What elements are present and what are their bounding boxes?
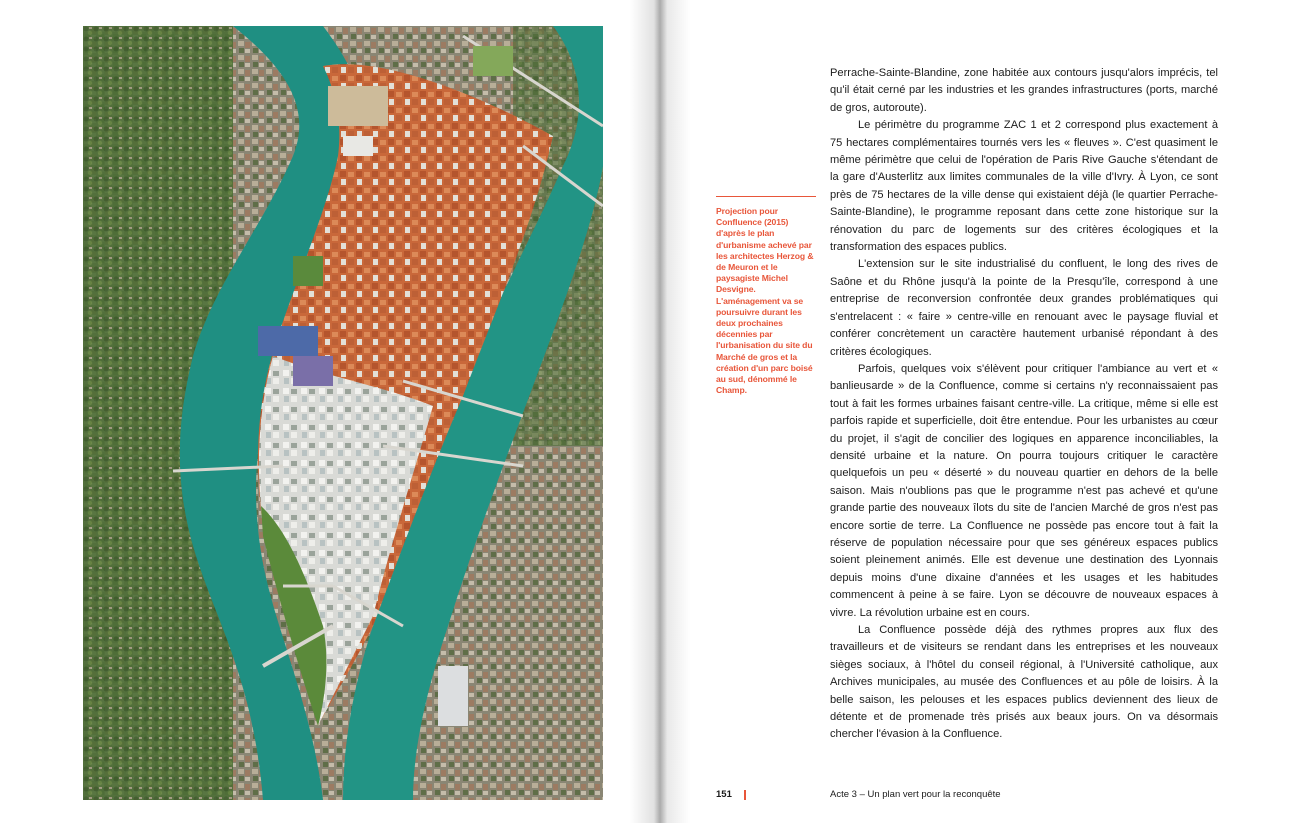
paragraph-4: Parfois, quelques voix s'élèvent pour critiquer l'ambiance au vert et « banlieusarde » de la Confluence, comme si certains n'y reconnaissaient pas tout à fait les formes urbaines faisant centre-ville. La critique, même si elle est parfois rapide et superficielle, doit être entendue. Pour les urbanistes au cœur du projet, il s'agit de concilier des logiques en apparence inconciliables, la densité urbaine et la nature. On pourra toujours critiquer le caractère quelquefois un peu « déserté » du nouveau quartier en dehors de la belle saison. Mais n'oublions pas que le programme n'est pas achevé et qu'une grande partie des nouveaux îlots du site de l'ancien Marché de gros n'est pas encore sortie de terre. La Confluence ne possède pas encore tout à fait la réserve de population nécessaire pour que ses généreux espaces publics soient pleinement animés. Elle est devenue une destination des Lyonnais depuis moins d'une dixaine d'années et les usages et les habitudes commencent à peine à se faire. Lyon se découvre de nouveaux espaces à vivre. La révolution urbaine est en cours. bbox=[830, 362, 1218, 619]
paragraph-1: Perrache-Sainte-Blandine, zone habitée aux contours jusqu'alors imprécis, tel qu'il était cerné par les industries et les grandes infrastructures (ports, marché de gros, autoroute). bbox=[830, 67, 1218, 114]
running-head: Acte 3 – Un plan vert pour la reconquête bbox=[830, 789, 1001, 800]
paragraph-5: La Confluence possède déjà des rythmes propres aux flux des travailleurs et de visiteurs se rendant dans les entreprises et les nouveaux sièges sociaux, à l'hôtel du conseil régional, à l'Université catholique, aux Archives municipales, au musée des Confluences et au pôle de loisirs. À la belle saison, les pelouses et les espaces publics deviennent des lieux de détente et de promenade très prisés aux beaux jours. On va désormais chercher l'évasion à la Confluence. bbox=[830, 624, 1218, 741]
folio-separator bbox=[744, 790, 746, 800]
left-page bbox=[0, 0, 650, 823]
photo-caption: Projection pour Confluence (2015) d'après le plan d'urbanisme achevé par les architectes Herzog & de Meuron et le paysagiste Michel Desvigne. L'aménagement va se poursuivre durant les deux prochaines décennies par l'urbanisation du site du Marché de gros et la création d'un parc boisé au sud, dénommé le Champ. bbox=[716, 206, 814, 396]
paragraph-2: Le périmètre du programme ZAC 1 et 2 correspond plus exactement à 75 hectares complémentaires tournés vers les « fleuves ». C'est quasiment le même périmètre que celui de l'opération de Paris Rive Gauche s'étendant de la gare d'Austerlitz aux limites communales de la ville d'Ivry. À Lyon, ce sont près de 75 hectares de la ville dense qui existaient déjà (le quartier Perrache-Sainte-Blandine), le programme reposant dans cette zone historique sur la rénovation du parc de logements sur des critères écologiques et la transformation des espaces publics. bbox=[830, 119, 1218, 254]
paragraph-3: L'extension sur le site industrialisé du confluent, le long des rives de Saône et du Rhône jusqu'à la pointe de la Presqu'île, correspond à une entreprise de reconversion confrontée deux grandes problématiques qui s'entrelacent : « faire » centre-ville en renouant avec le paysage fluvial et conférer concrètement un caractère hautement urbanisé répondant à des critères écologiques. bbox=[830, 258, 1218, 358]
body-text bbox=[830, 65, 1218, 744]
page-number: 151 bbox=[716, 789, 732, 800]
aerial-photo-confluence bbox=[83, 26, 603, 800]
caption-rule bbox=[716, 196, 816, 197]
